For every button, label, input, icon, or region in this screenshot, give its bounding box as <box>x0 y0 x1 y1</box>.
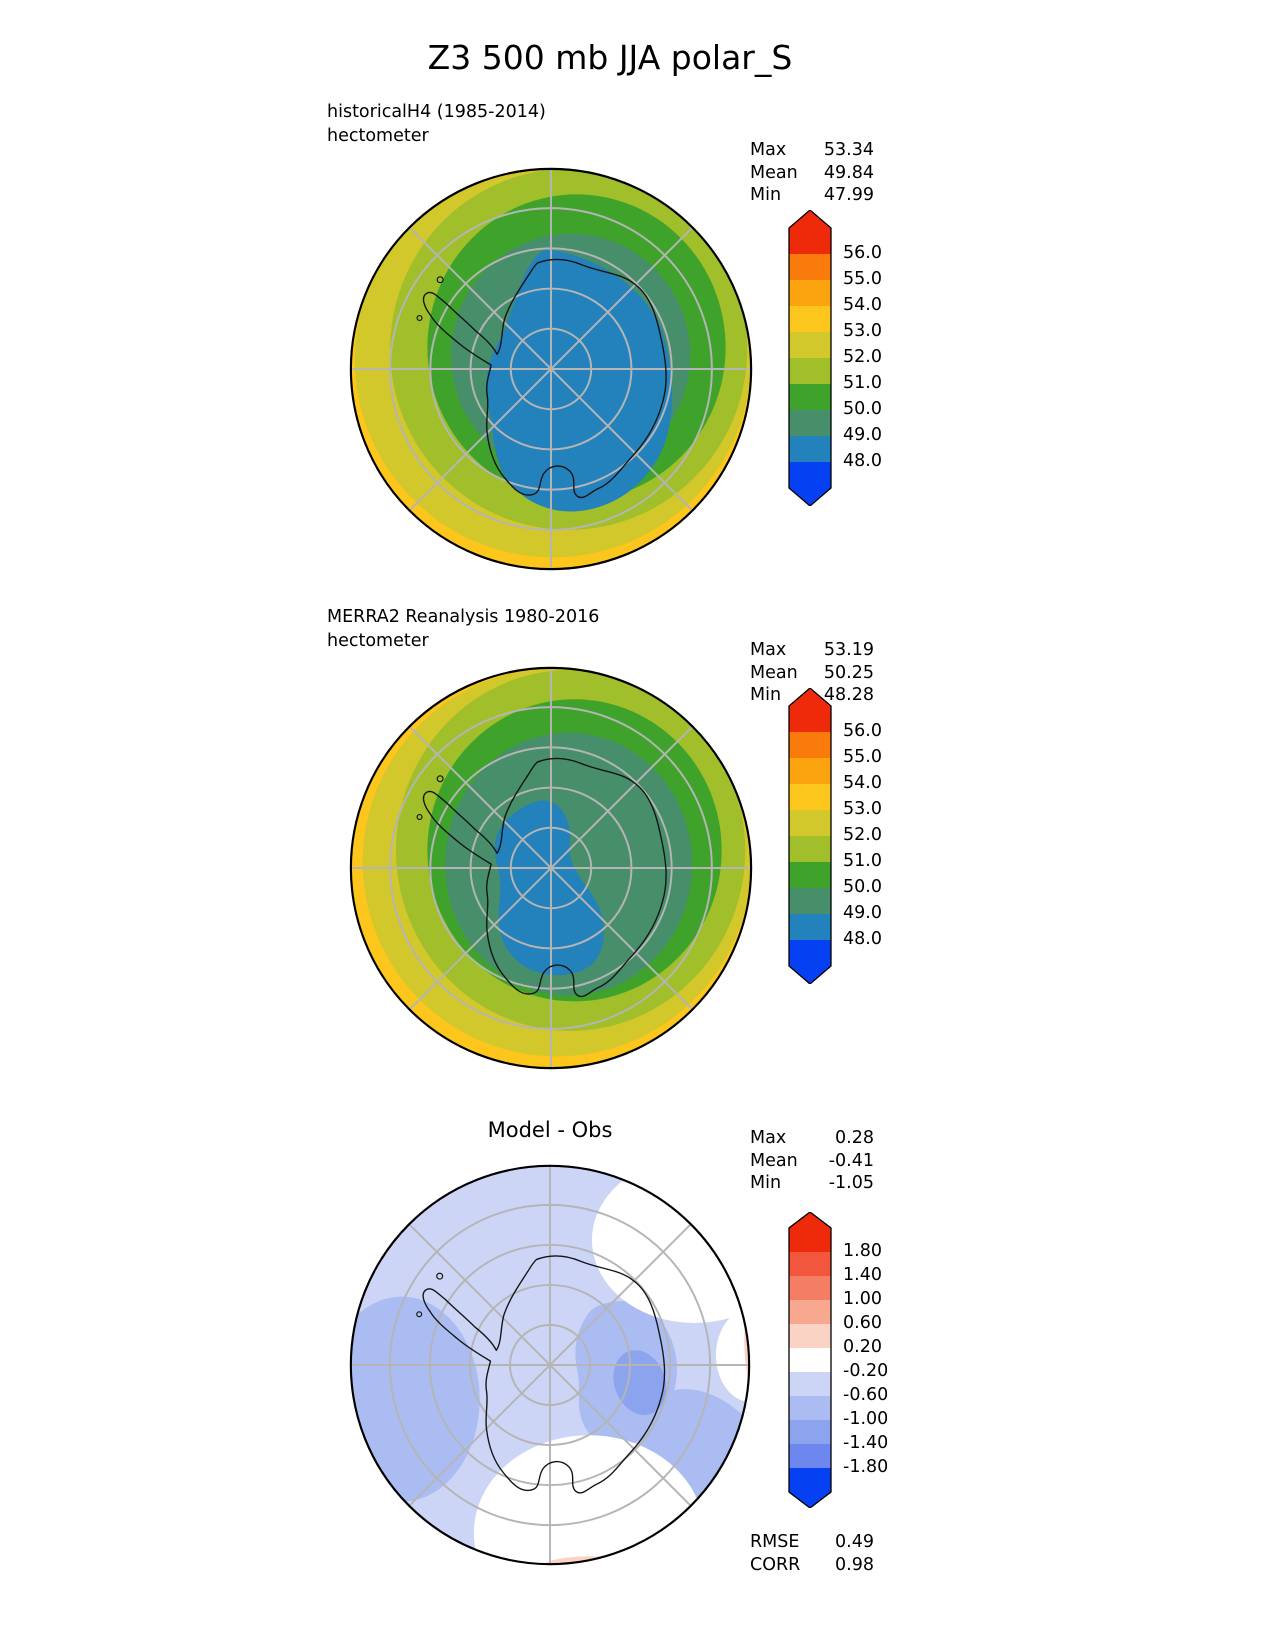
colorbar-tick-label: 0.20 <box>843 1337 882 1357</box>
colorbar-tick-label: 56.0 <box>843 243 882 263</box>
colorbar-swatch-column <box>787 210 833 506</box>
stat-value: 53.19 <box>823 640 874 660</box>
metric-value: 0.49 <box>835 1532 874 1552</box>
colorbar-segment <box>789 862 831 889</box>
colorbar-tick-label: 53.0 <box>843 321 882 341</box>
colorbar-segment <box>789 1372 831 1397</box>
colorbar-segment <box>789 914 831 941</box>
colorbar-tick-label: 50.0 <box>843 877 882 897</box>
colorbar-segment <box>789 1348 831 1373</box>
stat-label: Mean <box>750 662 798 683</box>
stat-value: -0.41 <box>828 1150 874 1171</box>
colorbar-tick-label: 52.0 <box>843 825 882 845</box>
stat-row <box>750 1172 874 1195</box>
colorbar-tick-label: 55.0 <box>843 269 882 289</box>
stat-label: Min <box>750 685 782 705</box>
colorbar-swatch-column <box>787 688 833 984</box>
colorbar-tick-label: -0.60 <box>843 1385 889 1405</box>
panel2-subtitle-block <box>327 605 599 653</box>
colorbar-segment <box>789 1444 831 1469</box>
panel2-title: MERRA2 Reanalysis 1980-2016 <box>327 607 600 627</box>
colorbar-tick-label: 51.0 <box>843 851 882 871</box>
stat-value: -1.05 <box>828 1173 874 1193</box>
colorbar-segment <box>789 358 831 385</box>
colorbar-tick-label: 53.0 <box>843 799 882 819</box>
colorbar-segment <box>789 1276 831 1301</box>
metric-label: RMSE <box>750 1532 800 1552</box>
stat-value: 47.99 <box>823 185 874 205</box>
stat-row <box>750 639 874 662</box>
stat-label: Max <box>750 1128 787 1148</box>
colorbar-tick-label: 56.0 <box>843 721 882 741</box>
panel1-title: historicalH4 (1985-2014) <box>327 102 546 122</box>
stat-label: Mean <box>750 162 798 183</box>
colorbar-model <box>787 210 957 510</box>
map-diff-polar-south <box>345 1160 755 1570</box>
colorbar-segment <box>789 1252 831 1277</box>
graticule <box>351 1166 749 1564</box>
metric-value: 0.98 <box>835 1554 874 1575</box>
stat-row <box>750 1150 874 1173</box>
colorbar-tick-label: 50.0 <box>843 399 882 419</box>
colorbar-tick-label: 48.0 <box>843 929 882 949</box>
colorbar-tick-label: -1.40 <box>843 1433 889 1453</box>
colorbar-tick-label: 49.0 <box>843 903 882 923</box>
map-obs-fill-layers <box>351 668 751 1068</box>
page-title: Z3 500 mb JJA polar_S <box>427 38 793 77</box>
colorbar-extend-under <box>789 462 831 506</box>
colorbar-tick-label: 54.0 <box>843 773 882 793</box>
panel3-metrics <box>750 1531 874 1576</box>
stat-value: 50.25 <box>823 662 874 683</box>
colorbar-tick-label: 1.40 <box>843 1265 882 1285</box>
colorbar-segment <box>789 836 831 863</box>
colorbar-segment <box>789 1420 831 1445</box>
colorbar-segment <box>789 732 831 759</box>
colorbar-segment <box>789 1300 831 1325</box>
colorbar-segment <box>789 888 831 915</box>
graticule <box>351 169 751 569</box>
colorbar-extend-over <box>789 688 831 732</box>
stat-row <box>750 139 874 162</box>
colorbar-tick-label: 51.0 <box>843 373 882 393</box>
colorbar-segment <box>789 384 831 411</box>
colorbar-tick-label: 52.0 <box>843 347 882 367</box>
stat-label: Max <box>750 640 787 660</box>
colorbar-segment <box>789 1396 831 1421</box>
colorbar-segment <box>789 784 831 811</box>
panel1-units-label: hectometer <box>327 126 429 146</box>
stat-row <box>750 162 874 185</box>
colorbar-tick-label: 0.60 <box>843 1313 882 1333</box>
stat-value: 49.84 <box>823 162 874 183</box>
stat-row <box>750 184 874 207</box>
colorbar-segment <box>789 810 831 837</box>
colorbar-segment <box>789 758 831 785</box>
map-model-polar-south <box>345 163 757 575</box>
graticule <box>351 668 751 1068</box>
stat-label: Max <box>750 140 787 160</box>
colorbar-segment <box>789 1324 831 1349</box>
colorbar-tick-label: -0.20 <box>843 1361 889 1381</box>
stat-label: Mean <box>750 1150 798 1171</box>
colorbar-tick-label: 54.0 <box>843 295 882 315</box>
colorbar-tick-label: 1.00 <box>843 1289 882 1309</box>
colorbar-tick-label: -1.80 <box>843 1457 889 1477</box>
metric-row <box>750 1554 874 1577</box>
map-diff-fill-layers <box>345 1160 755 1570</box>
colorbar-segment <box>789 254 831 281</box>
panel1-subtitle-block <box>327 100 546 148</box>
map-model-fill-layers <box>351 163 751 569</box>
colorbar-obs <box>787 688 957 988</box>
stat-label: Min <box>750 185 782 205</box>
colorbar-segment <box>789 306 831 333</box>
stat-value: 48.28 <box>823 685 874 705</box>
colorbar-tick-label: 55.0 <box>843 747 882 767</box>
colorbar-extend-over <box>789 210 831 254</box>
colorbar-extend-under <box>789 940 831 984</box>
colorbar-extend-under <box>789 1468 831 1508</box>
colorbar-tick-label: -1.00 <box>843 1409 889 1429</box>
colorbar-extend-over <box>789 1212 831 1252</box>
colorbar-tick-label: 48.0 <box>843 451 882 471</box>
stat-row <box>750 1127 874 1150</box>
metric-row <box>750 1531 874 1554</box>
colorbar-tick-label: 1.80 <box>843 1241 882 1261</box>
colorbar-swatch-column <box>787 1212 833 1508</box>
panel3-title: Model - Obs <box>487 1118 613 1142</box>
colorbar-segment <box>789 436 831 463</box>
metric-label: CORR <box>750 1554 801 1575</box>
panel2-units-label: hectometer <box>327 631 429 651</box>
colorbar-diff <box>787 1212 957 1512</box>
colorbar-segment <box>789 332 831 359</box>
panel3-stats <box>750 1127 874 1195</box>
stat-value: 53.34 <box>823 140 874 160</box>
colorbar-tick-label: 49.0 <box>843 425 882 445</box>
stat-label: Min <box>750 1173 782 1193</box>
colorbar-segment <box>789 280 831 307</box>
stat-value: 0.28 <box>835 1128 874 1148</box>
map-obs-polar-south <box>345 662 757 1074</box>
colorbar-segment <box>789 410 831 437</box>
stat-row <box>750 662 874 685</box>
panel1-stats <box>750 139 874 207</box>
